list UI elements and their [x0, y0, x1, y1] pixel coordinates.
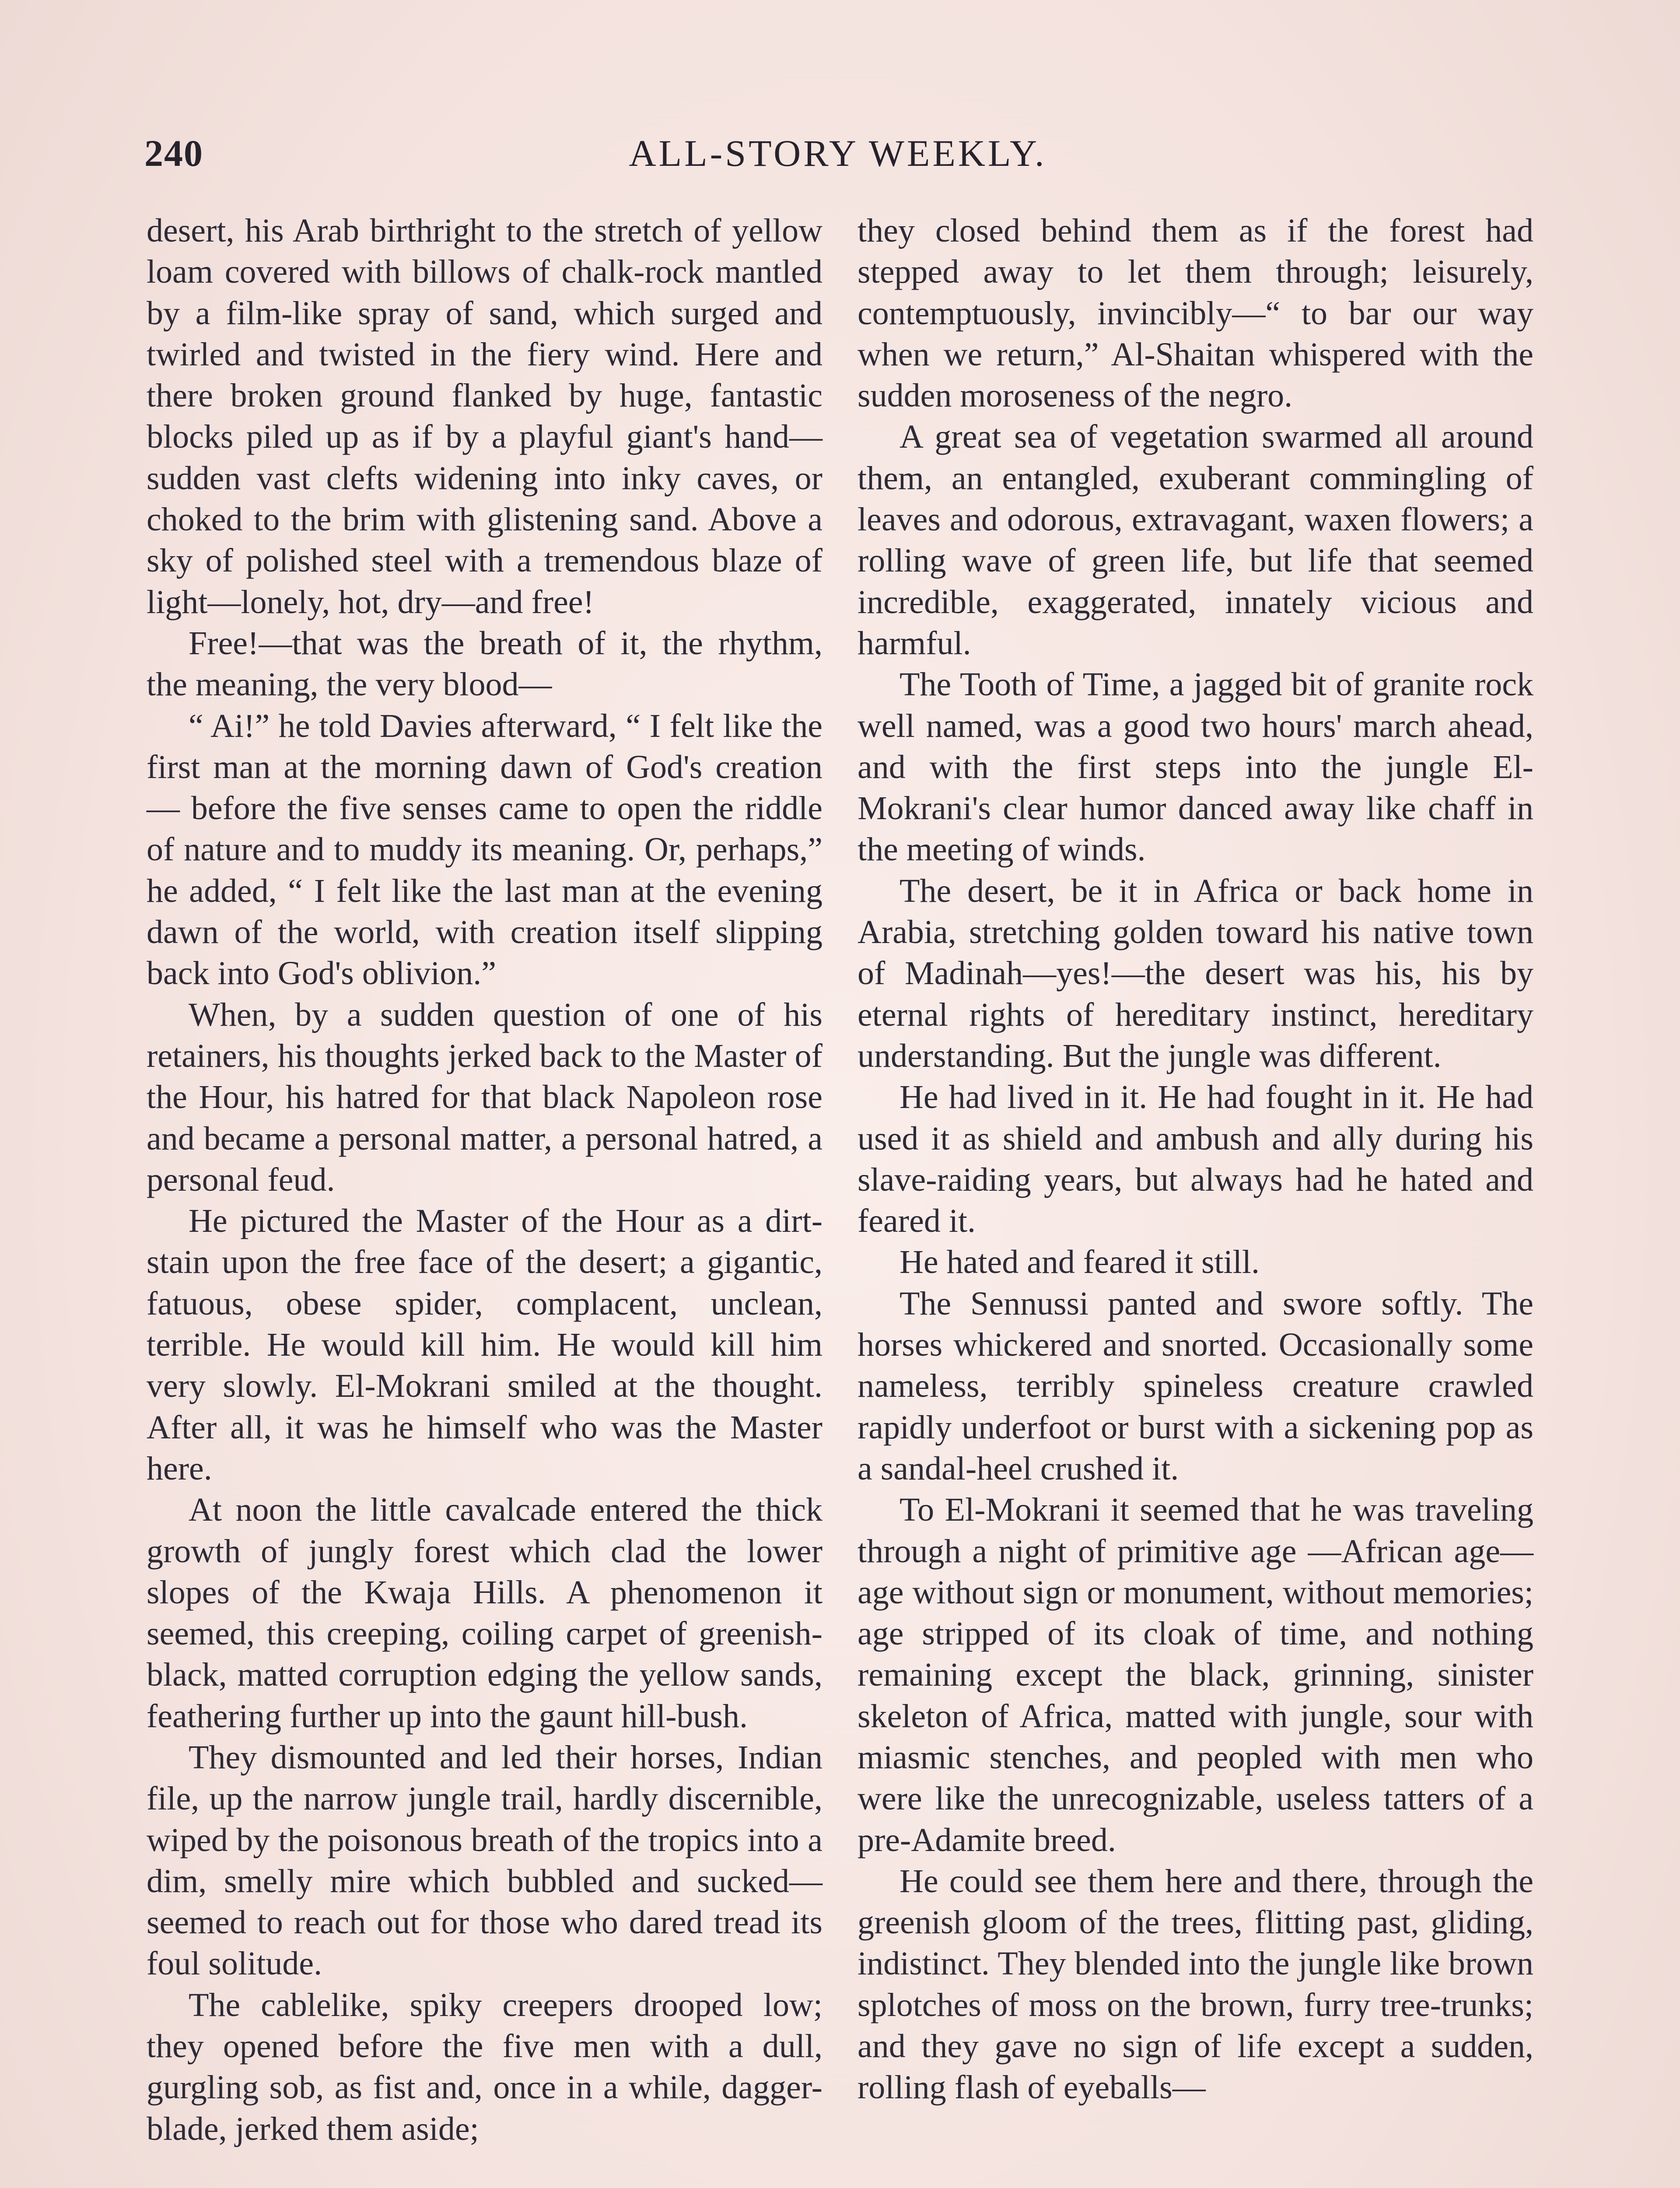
paragraph: they closed behind them as if the forest had stepped away to let them through; leisurely, contemptuously, invincibly—“ to bar our way when we return,” Al-Shaitan whispered with the sudden moroseness of the negro.: [858, 212, 1533, 414]
paragraph: Free!—that was the breath of it, the rhythm, the meaning, the very blood—: [147, 624, 822, 703]
paragraph: A great sea of vegetation swarmed all around them, an entangled, exuberant commingling of leaves and odorous, extravagant, waxen flowers; a rolling wave of green life, but life that seemed incredible, exaggerated, innately vicious and harmful.: [858, 418, 1533, 662]
right-column: [858, 210, 1533, 2108]
paragraph: He hated and feared it still.: [900, 1244, 1260, 1281]
paragraph: The Tooth of Time, a jagged bit of granite rock well named, was a good two hours' march ahead, and with the first steps into the jungle El-Mokrani's clear humor danced away like chaff in the meeting of winds.: [858, 666, 1533, 868]
paragraph: They dismounted and led their horses, Indian file, up the narrow jungle trail, hardly discernible, wiped by the poisonous breath of the tropics into a dim, smelly mire which bubbled and sucked—seemed to reach out for those who dared tread its foul solitude.: [147, 1739, 822, 1982]
paragraph: He could see them here and there, through the greenish gloom of the trees, flitting past, gliding, indistinct. They blended into the jungle like brown splotches of moss on the brown, furry tree-trunks; and they gave no sign of life except a sudden, rolling flash of eyeballs—: [858, 1862, 1533, 2106]
paragraph: He had lived in it. He had fought in it. He had used it as shield and ambush and ally during his slave-raiding years, but always had he hated and feared it.: [858, 1079, 1533, 1240]
left-column: [147, 210, 822, 2149]
paragraph: To El-Mokrani it seemed that he was traveling through a night of primitive age —African age—age without sign or monument, without memories; age stripped of its cloak of time, and nothing remaining except the black, grinning, sinister skeleton of Africa, matted with jungle, sour with miasmic stenches, and peopled with men who were like the unrecognizable, useless tatters of a pre-Adamite breed.: [858, 1491, 1533, 1858]
paragraph: He pictured the Master of the Hour as a dirt-stain upon the free face of the desert; a gigantic, fatuous, obese spider, complacent, unclean, terrible. He would kill him. He would kill him very slowly. El-Mokrani smiled at the thought. After all, it was he himself who was the Master here.: [147, 1203, 822, 1487]
paragraph: The desert, be it in Africa or back home in Arabia, stretching golden toward his native town of Madinah—yes!—the desert was his, his by eternal rights of hereditary instinct, hereditary understanding. But the jungle was different.: [858, 872, 1533, 1074]
paragraph: The cablelike, spiky creepers drooped low; they opened before the five men with a dull, gurgling sob, as fist and, once in a while, dagger-blade, jerked them aside;: [147, 1986, 822, 2147]
paragraph: When, by a sudden question of one of his retainers, his thoughts jerked back to the Master of the Hour, his hatred for that black Napoleon rose and became a personal matter, a personal hatred, a personal feud.: [147, 996, 822, 1198]
paragraph: At noon the little cavalcade entered the thick growth of jungly forest which clad the lower slopes of the Kwaja Hills. A phenomenon it seemed, this creeping, coiling carpet of greenish-black, matted corruption edging the yellow sands, feathering further up into the gaunt hill-bush.: [147, 1491, 822, 1735]
running-head: ALL-STORY WEEKLY.: [629, 132, 1047, 174]
paragraph: desert, his Arab birthright to the stretch of yellow loam covered with billows of chalk-rock mantled by a film-like spray of sand, which surged and twirled and twisted in the fiery wind. Here and there broken ground flanked by huge, fantastic blocks piled up as if by a playful giant's hand—sudden vast clefts widening into inky caves, or choked to the brim with glistening sand. Above a sky of polished steel with a tremendous blaze of light—lonely, hot, dry—and free!: [147, 212, 822, 621]
paragraph: “ Ai!” he told Davies afterward, “ I felt like the first man at the morning dawn of God's creation — before the five senses came to open the riddle of nature and to muddy its meaning. Or, perhaps,” he added, “ I felt like the last man at the evening dawn of the world, with creation itself slipping back into God's oblivion.”: [147, 707, 822, 992]
page-number: 240: [144, 132, 203, 174]
paragraph: The Sennussi panted and swore softly. The horses whickered and snorted. Occasionally some nameless, terribly spineless creature crawled rapidly underfoot or burst with a sickening pop as a sandal-heel crushed it.: [858, 1285, 1533, 1487]
page-header: [144, 131, 1531, 179]
